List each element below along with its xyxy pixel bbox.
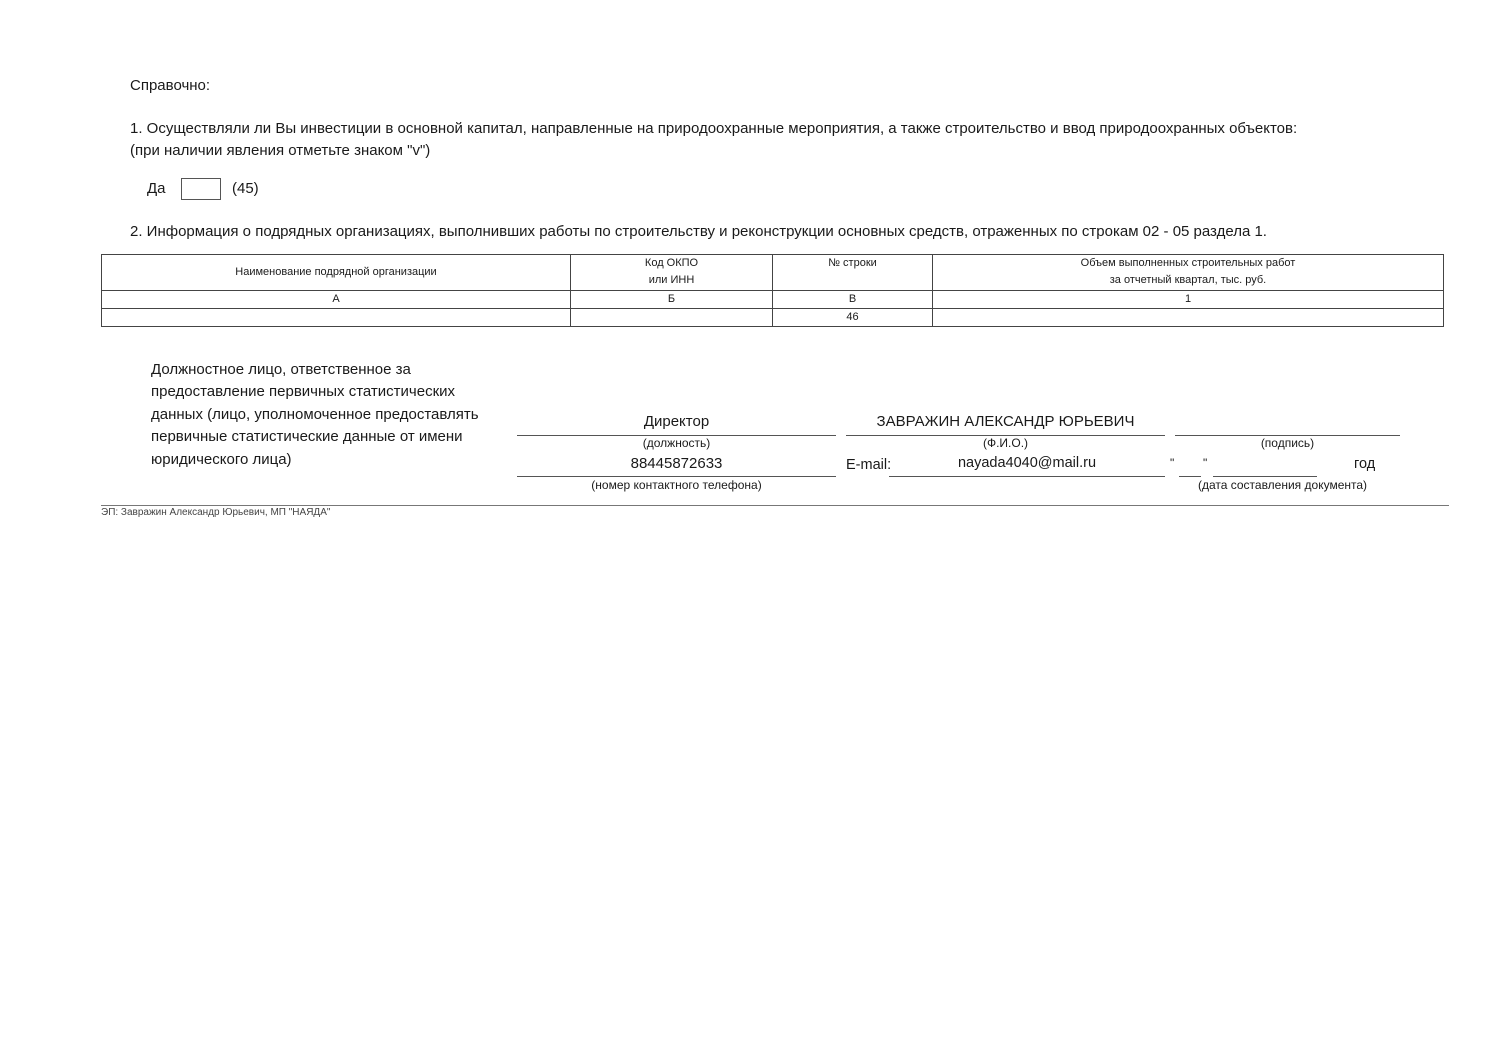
signature-caption: (подпись) xyxy=(1260,436,1315,450)
cell-contractor-name[interactable] xyxy=(102,309,571,327)
yes-checkbox[interactable] xyxy=(181,178,221,200)
responsible-official-label: Должностное лицо, ответственное за предоставление первичных статистических данных (лицо, уполномоченное предоставлять первичные статистические данные от имени юридического лица) xyxy=(151,361,479,468)
header-row-number: № строки xyxy=(773,255,933,291)
email-underline xyxy=(889,476,1165,477)
date-quote-open: " xyxy=(1170,456,1175,470)
cell-row-number: 46 xyxy=(773,309,933,327)
phone-underline xyxy=(517,476,836,477)
cell-okpo-inn[interactable] xyxy=(571,309,773,327)
electronic-signature-note: ЭП: Завражин Александр Юрьевич, МП "НАЯДА" xyxy=(101,507,331,518)
column-code-1: 1 xyxy=(933,291,1444,309)
date-quote-close: " xyxy=(1203,456,1208,470)
header-okpo-line1: Код ОКПО xyxy=(644,257,699,269)
table-row xyxy=(102,309,1444,327)
column-code-a: А xyxy=(102,291,571,309)
fio-value[interactable]: ЗАВРАЖИН АЛЕКСАНДР ЮРЬЕВИЧ xyxy=(876,413,1135,430)
header-volume-line2: за отчетный квартал, тыс. руб. xyxy=(1109,274,1267,286)
date-day-underline[interactable] xyxy=(1179,476,1201,477)
contractor-table xyxy=(101,254,1444,327)
phone-value[interactable]: 88445872633 xyxy=(630,455,723,472)
header-work-volume xyxy=(933,255,1444,291)
position-caption: (должность) xyxy=(642,436,711,450)
phone-caption: (номер контактного телефона) xyxy=(591,478,762,492)
question-1-hint: (при наличии явления отметьте знаком "v") xyxy=(130,142,431,159)
column-code-v: В xyxy=(773,291,933,309)
header-okpo-inn xyxy=(571,255,773,291)
yes-line-code: (45) xyxy=(232,180,259,197)
position-value[interactable]: Директор xyxy=(643,413,710,430)
fio-caption: (Ф.И.О.) xyxy=(982,436,1029,450)
reference-heading: Справочно: xyxy=(130,77,211,94)
email-label: E-mail: xyxy=(846,457,892,473)
header-okpo-line2: или ИНН xyxy=(648,274,695,286)
question-1-text: 1. Осуществляли ли Вы инвестиции в основной капитал, направленные на природоохранные мероприятия, а также строительство и ввод природоохранных объектов: xyxy=(130,120,1298,137)
cell-work-volume[interactable] xyxy=(933,309,1444,327)
table-header-row xyxy=(102,255,1444,291)
question-2-text: 2. Информация о подрядных организациях, выполнивших работы по строительству и реконструкции основных средств, отраженных по строкам 02 - 05 раздела 1. xyxy=(130,223,1267,240)
column-codes-row xyxy=(102,291,1444,309)
email-value[interactable]: nayada4040@mail.ru xyxy=(957,455,1097,471)
footer-divider xyxy=(101,505,1449,506)
date-caption: (дата составления документа) xyxy=(1197,478,1368,492)
yes-label: Да xyxy=(147,180,166,197)
date-month-underline[interactable] xyxy=(1213,476,1317,477)
header-contractor-name: Наименование подрядной организации xyxy=(102,255,571,291)
header-volume-line1: Объем выполненных строительных работ xyxy=(1080,257,1296,269)
column-code-b: Б xyxy=(571,291,773,309)
year-label: год xyxy=(1354,456,1376,472)
